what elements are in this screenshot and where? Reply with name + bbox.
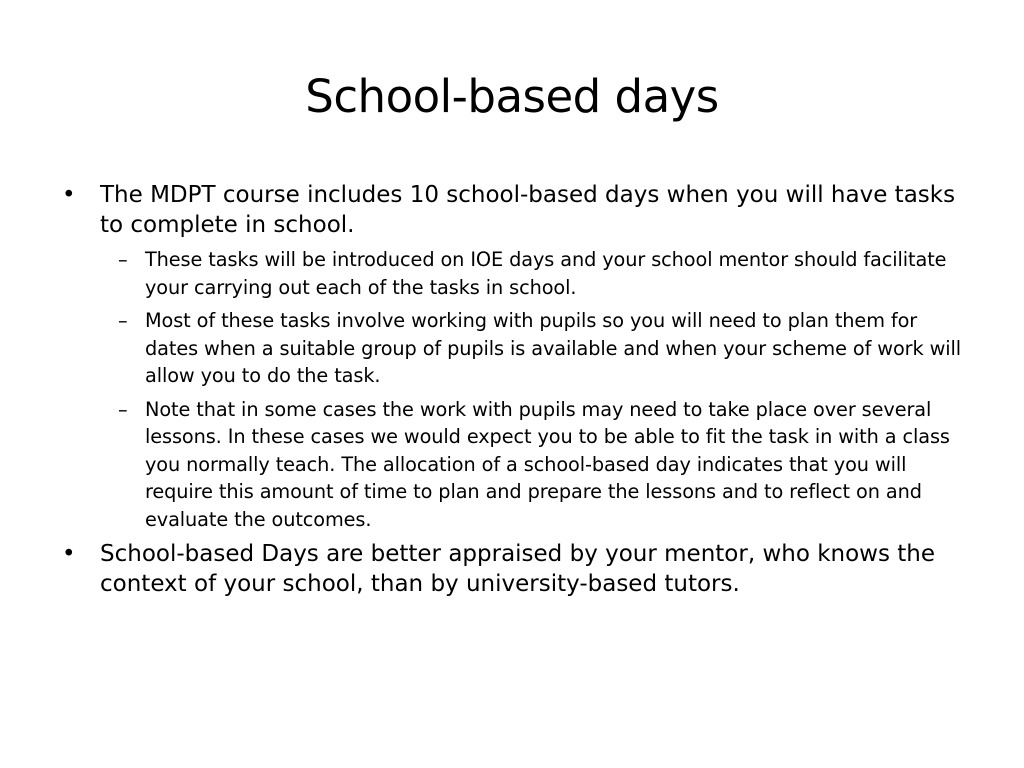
dash-marker: –	[118, 309, 128, 332]
sub-bullet-text: Most of these tasks involve working with pupils so you will need to plan them for dates when a suitable group of pupils is available and when your scheme of work will allow you to do the task.	[145, 309, 962, 387]
bullet-text: The MDPT course includes 10 school-based days when you will have tasks to complete in school.	[100, 182, 956, 238]
sub-bullet-item	[100, 246, 976, 301]
sub-bullet-item	[100, 396, 976, 534]
dash-marker: –	[118, 248, 128, 271]
sub-bullet-item	[100, 307, 976, 390]
bullet-item	[56, 539, 976, 599]
slide-title: School-based days	[305, 70, 719, 123]
slide-content	[56, 180, 976, 601]
bullet-text: School-based Days are better appraised by your mentor, who knows the context of your school, than by university-based tutors.	[100, 541, 936, 597]
bullet-item	[56, 180, 976, 533]
bullet-marker: •	[62, 182, 76, 208]
sub-bullet-list	[100, 246, 976, 533]
dash-marker: –	[118, 397, 128, 421]
bullet-marker: •	[62, 541, 76, 567]
sub-bullet-text: Note that in some cases the work with pupils may need to take place over several lessons. In these cases we would expect you to be able to fit the task in with a class you normally teach. The allocation of a school-based day indicates that you will require this amount of time to plan and prepare the lessons and to reflect on and evaluate the outcomes.	[145, 397, 950, 531]
bullet-list	[56, 180, 976, 599]
sub-bullet-text: These tasks will be introduced on IOE days and your school mentor should facilitate your carrying out each of the tasks in school.	[145, 248, 947, 299]
